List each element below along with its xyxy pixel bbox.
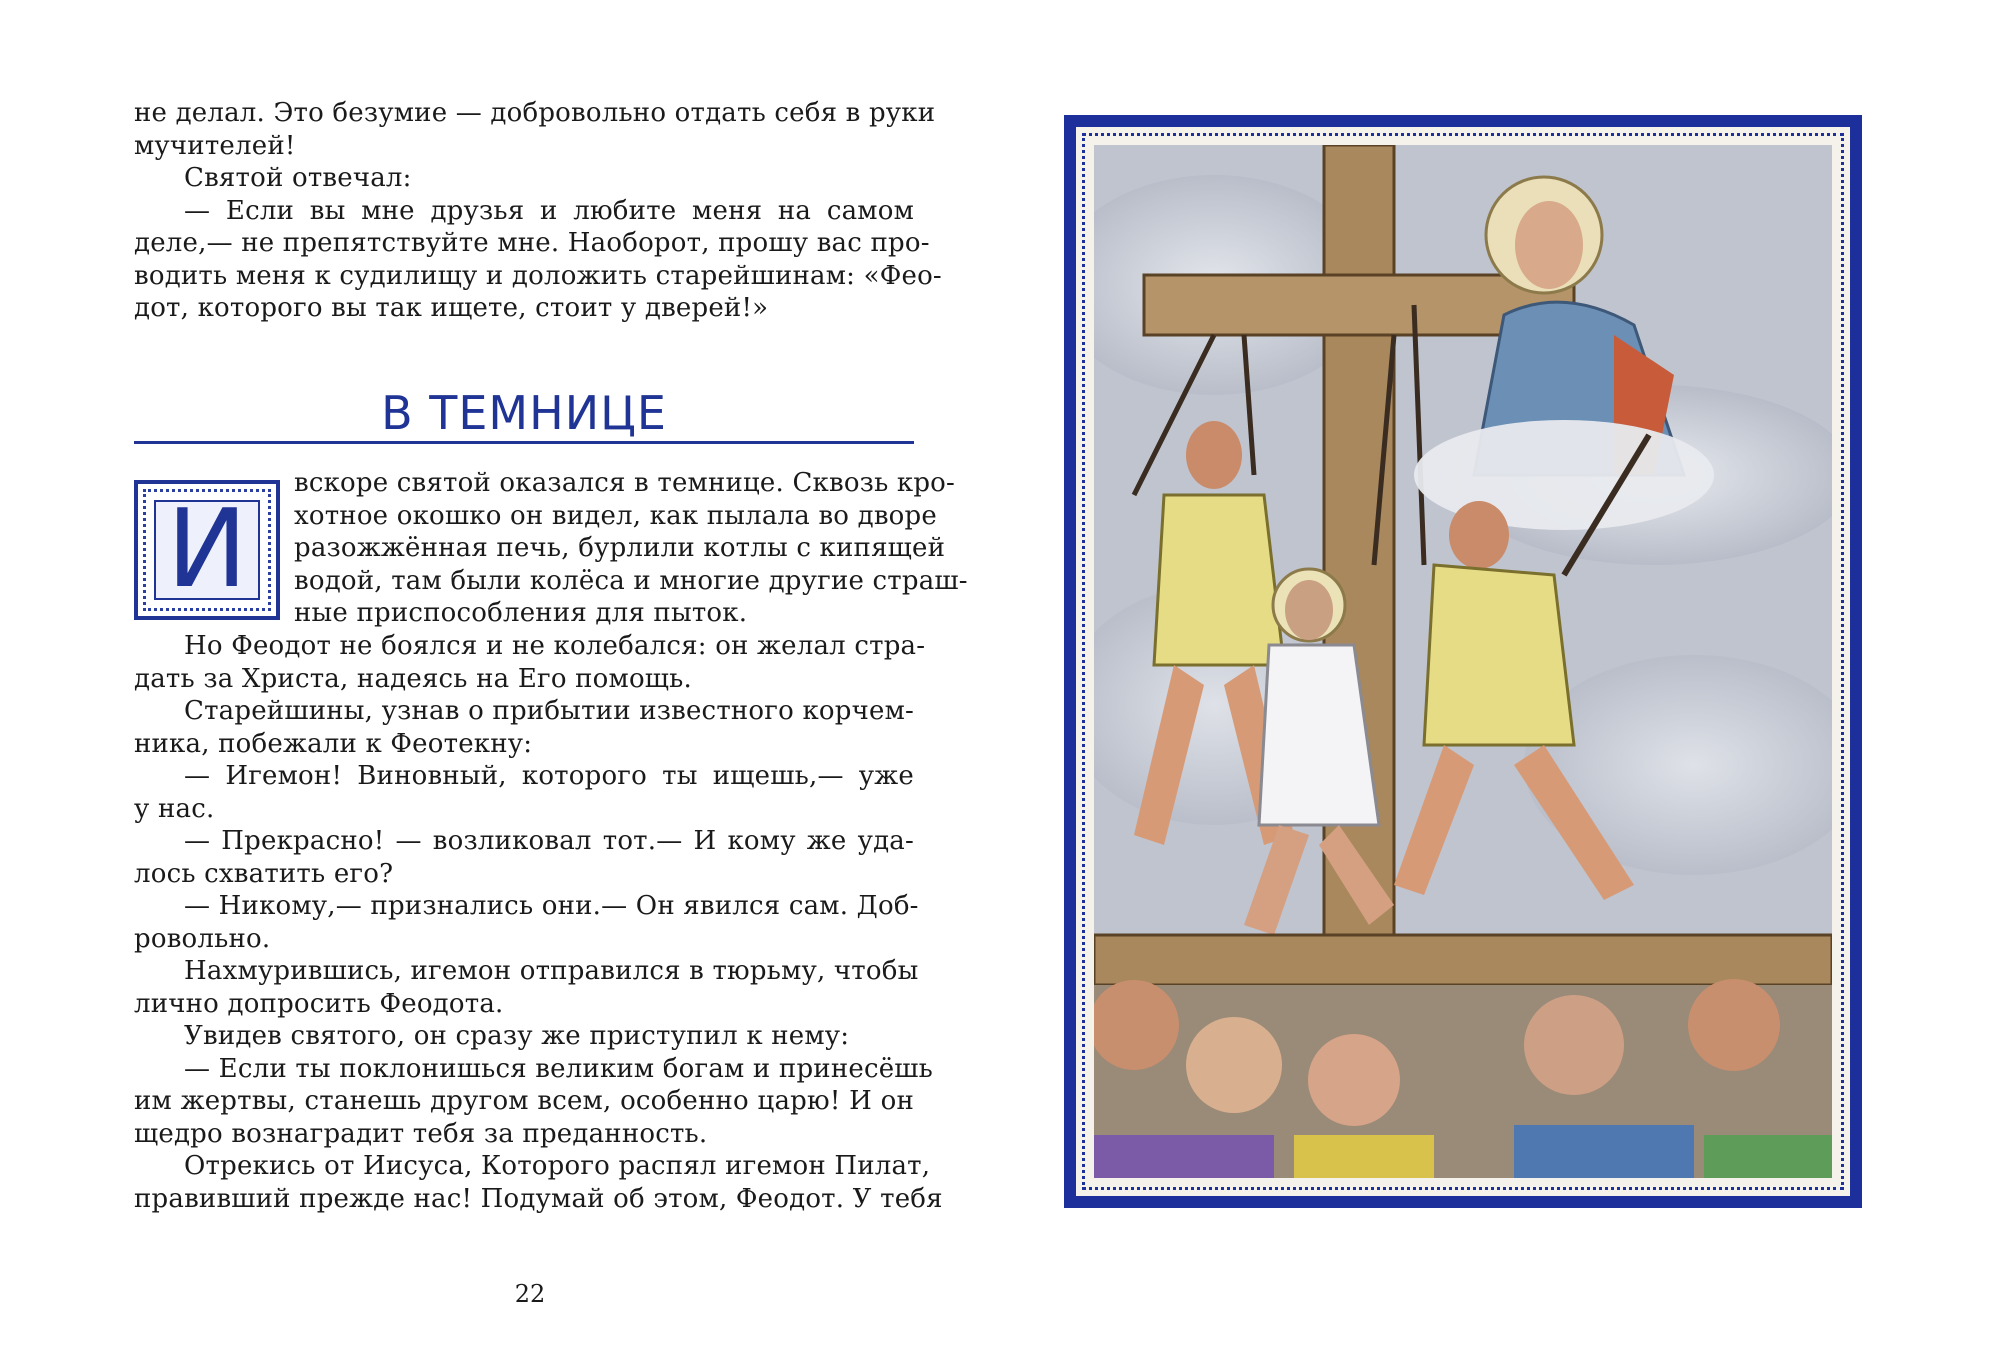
text-line: щедро вознаградит тебя за преданность. bbox=[134, 1118, 708, 1149]
text-line: Но Феодот не боялся и не колебался: он желал стра- bbox=[184, 631, 926, 661]
dropcap-letter: И bbox=[166, 487, 248, 612]
text-line: лично допросить Феодота. bbox=[134, 988, 504, 1019]
crowd-clothing bbox=[1294, 1135, 1434, 1178]
body-text bbox=[134, 630, 943, 1215]
torturer-head bbox=[1186, 421, 1242, 489]
dropcap-paragraph bbox=[294, 467, 968, 630]
text-line: Отрекись от Иисуса, Которого распял игемон Пилат, bbox=[184, 1151, 931, 1181]
text-line: дать за Христа, надеясь на Его помощь. bbox=[134, 663, 692, 694]
section-heading-wrap bbox=[134, 385, 914, 445]
dropcap-inner bbox=[154, 487, 260, 612]
crowd-clothing bbox=[1704, 1135, 1832, 1178]
text-line: — Если вы мне друзья и любите меня на самом bbox=[184, 195, 914, 226]
crowd-head bbox=[1186, 1017, 1282, 1113]
intro-text bbox=[134, 97, 942, 325]
text-line: ника, побежали к Феотекну: bbox=[134, 728, 533, 759]
torturer-tunic bbox=[1424, 565, 1574, 745]
page-number: 22 bbox=[514, 1280, 546, 1308]
text-line: разожжённая печь, бурлили котлы с кипящей bbox=[294, 533, 946, 563]
text-line: Старейшины, узнав о прибытии известного корчем- bbox=[184, 696, 914, 726]
dropcap bbox=[134, 480, 280, 620]
heading-rule bbox=[134, 441, 914, 444]
crowd-head bbox=[1524, 995, 1624, 1095]
illustration bbox=[1094, 145, 1832, 1178]
torturer-head bbox=[1449, 501, 1509, 569]
text-line: вскоре святой оказался в темнице. Сквозь кро- bbox=[294, 468, 956, 498]
text-line: хотное окошко он видел, как пылала во дворе bbox=[294, 500, 937, 531]
text-line: у нас. bbox=[134, 793, 215, 824]
platform bbox=[1094, 935, 1832, 985]
saint-face bbox=[1285, 580, 1333, 640]
christ-face bbox=[1515, 201, 1583, 289]
text-line: ровольно. bbox=[134, 923, 271, 954]
section-heading: В ТЕМНИЦЕ bbox=[381, 386, 667, 440]
text-line: Нахмурившись, игемон отправился в тюрьму, чтобы bbox=[184, 956, 919, 986]
text-line: Святой отвечал: bbox=[184, 163, 412, 193]
torturer-tunic bbox=[1154, 495, 1284, 665]
text-line: мучителей! bbox=[134, 130, 296, 161]
text-line: — Игемон! Виновный, которого ты ищешь,— уже bbox=[184, 761, 914, 791]
text-line: водой, там были колёса и многие другие страш- bbox=[294, 565, 968, 596]
text-line: не делал. Это безумие — добровольно отдать себя в руки bbox=[134, 98, 936, 128]
text-line: Увидев святого, он сразу же приступил к нему: bbox=[184, 1021, 850, 1051]
text-line: правивший прежде нас! Подумай об этом, Феодот. У тебя bbox=[134, 1183, 943, 1214]
crowd-clothing bbox=[1094, 1135, 1274, 1178]
crowd-clothing bbox=[1514, 1125, 1694, 1178]
text-line: деле,— не препятствуйте мне. Наоборот, прошу вас про- bbox=[134, 228, 930, 258]
text-line: дот, которого вы так ищете, стоит у дверей!» bbox=[134, 293, 769, 323]
text-line: водить меня к судилищу и доложить старейшинам: «Фео- bbox=[134, 260, 942, 291]
text-line: — Прекрасно! — возликовал тот.— И кому же уда- bbox=[184, 826, 914, 856]
crowd-head bbox=[1688, 979, 1780, 1071]
crowd-head bbox=[1308, 1034, 1400, 1126]
illustration-svg bbox=[1094, 145, 1832, 1178]
text-line: — Никому,— признались они.— Он явился сам. Доб- bbox=[184, 891, 919, 921]
text-line: лось схватить его? bbox=[134, 858, 394, 889]
illustration-frame bbox=[1064, 115, 1862, 1208]
text-line: ные приспособления для пыток. bbox=[294, 598, 748, 628]
text-line: — Если ты поклонишься великим богам и принесёшь bbox=[184, 1053, 934, 1084]
text-line: им жертвы, станешь другом всем, особенно царю! И он bbox=[134, 1086, 914, 1116]
